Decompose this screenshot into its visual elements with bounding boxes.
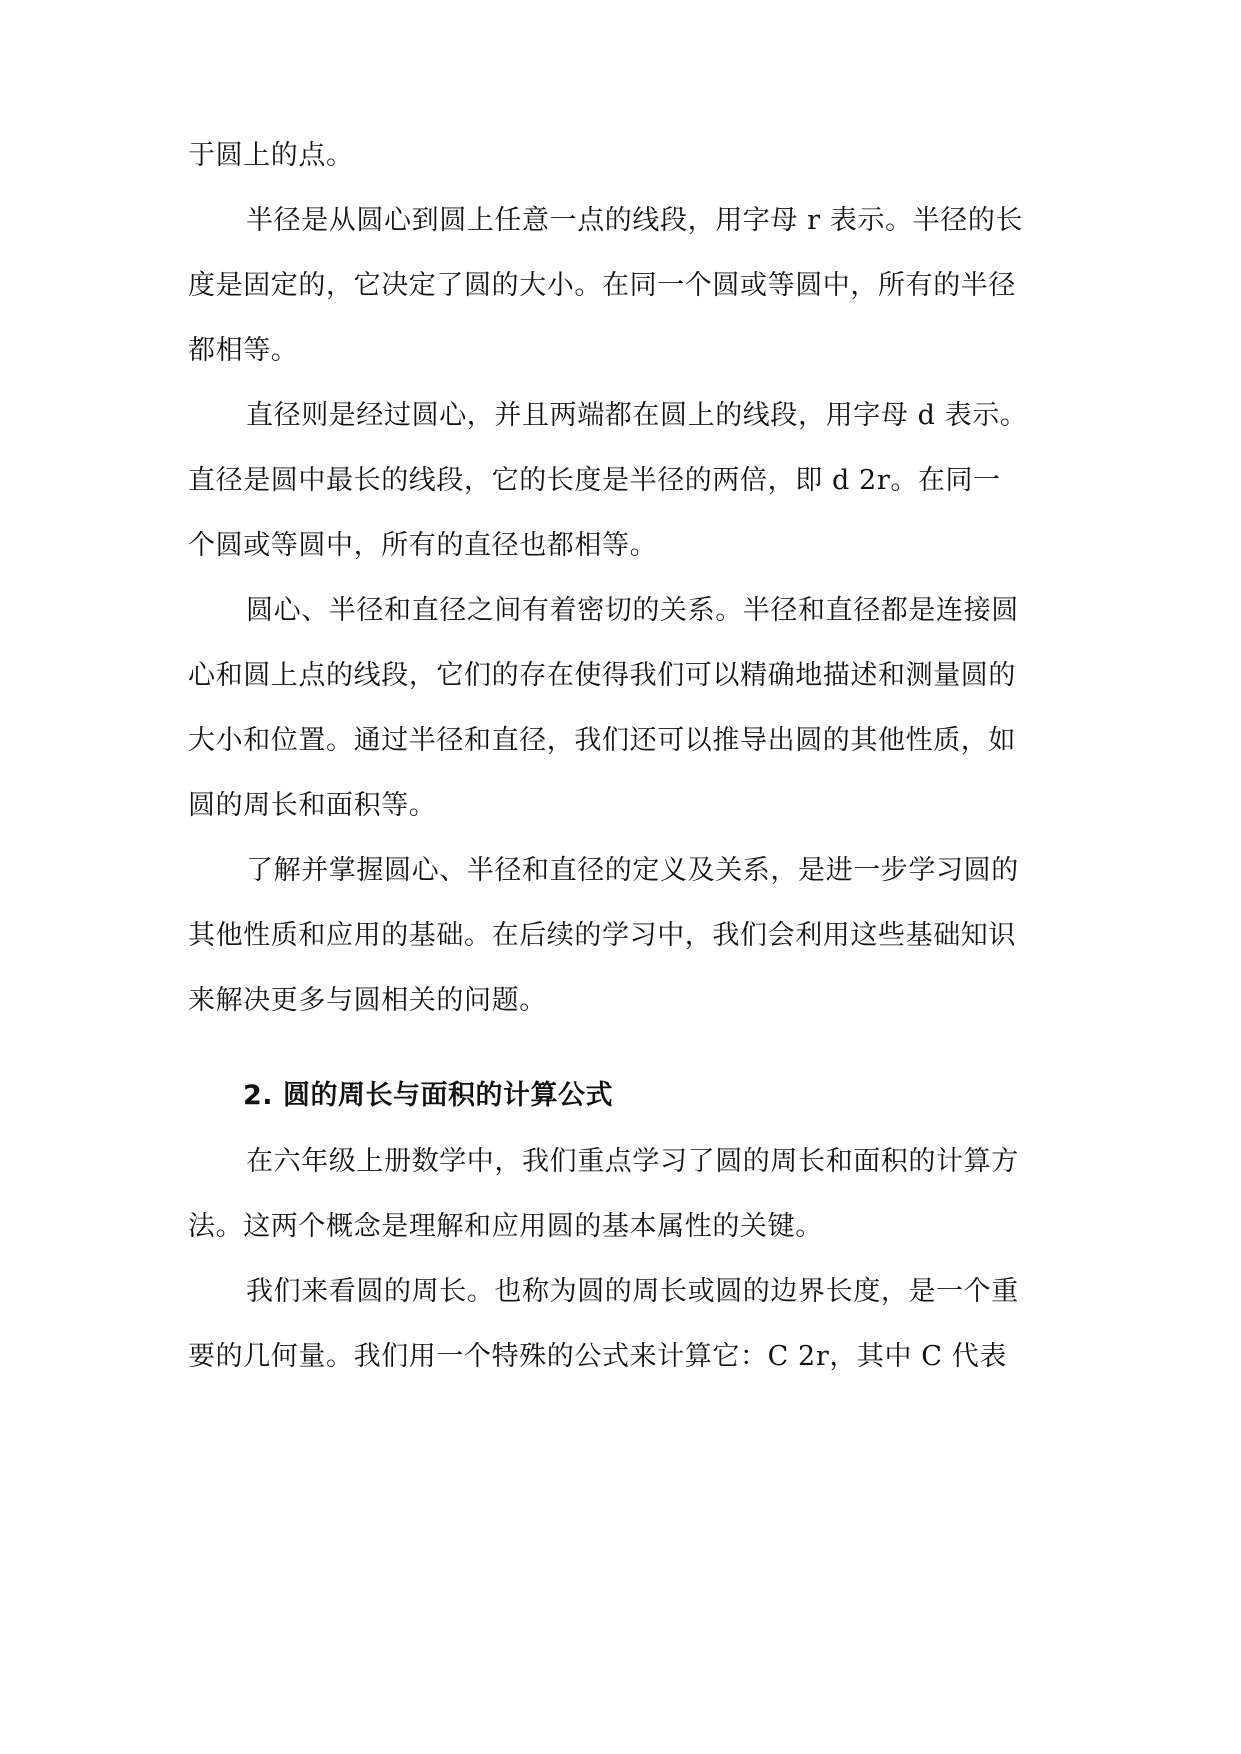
paragraph-line: 于圆上的点。	[188, 140, 354, 171]
paragraph-line: 法。这两个概念是理解和应用圆的基本属性的关键。	[188, 1211, 823, 1242]
paragraph-line: 半径是从圆心到圆上任意一点的线段，用字母 r 表示。半径的长	[246, 205, 1024, 236]
paragraph-line: 个圆或等圆中，所有的直径也都相等。	[188, 530, 658, 561]
paragraph-line: 来解决更多与圆相关的问题。	[188, 985, 547, 1016]
paragraph-line: 都相等。	[188, 335, 299, 366]
paragraph-line: 大小和位置。通过半径和直径，我们还可以推导出圆的其他性质，如	[188, 725, 1016, 756]
paragraph-line: 心和圆上点的线段，它们的存在使得我们可以精确地描述和测量圆的	[188, 660, 1016, 691]
paragraph-line: 我们来看圆的周长。也称为圆的周长或圆的边界长度，是一个重	[246, 1276, 1019, 1307]
paragraph-line: 要的几何量。我们用一个特殊的公式来计算它：C 2r，其中 C 代表	[188, 1341, 1007, 1372]
paragraph-line: 其他性质和应用的基础。在后续的学习中，我们会利用这些基础知识	[188, 920, 1016, 951]
paragraph-line: 直径则是经过圆心，并且两端都在圆上的线段，用字母 d 表示。	[246, 400, 1028, 431]
paragraph-line: 了解并掌握圆心、半径和直径的定义及关系，是进一步学习圆的	[246, 855, 1019, 886]
paragraph-line: 圆心、半径和直径之间有着密切的关系。半径和直径都是连接圆	[246, 595, 1019, 626]
section-heading: 2. 圆的周长与面积的计算公式	[243, 1080, 613, 1111]
paragraph-line: 圆的周长和面积等。	[188, 790, 437, 821]
paragraph-line: 直径是圆中最长的线段，它的长度是半径的两倍，即 d 2r。在同一	[188, 465, 1001, 496]
paragraph-line: 在六年级上册数学中，我们重点学习了圆的周长和面积的计算方	[246, 1146, 1019, 1177]
paragraph-line: 度是固定的，它决定了圆的大小。在同一个圆或等圆中，所有的半径	[188, 270, 1016, 301]
